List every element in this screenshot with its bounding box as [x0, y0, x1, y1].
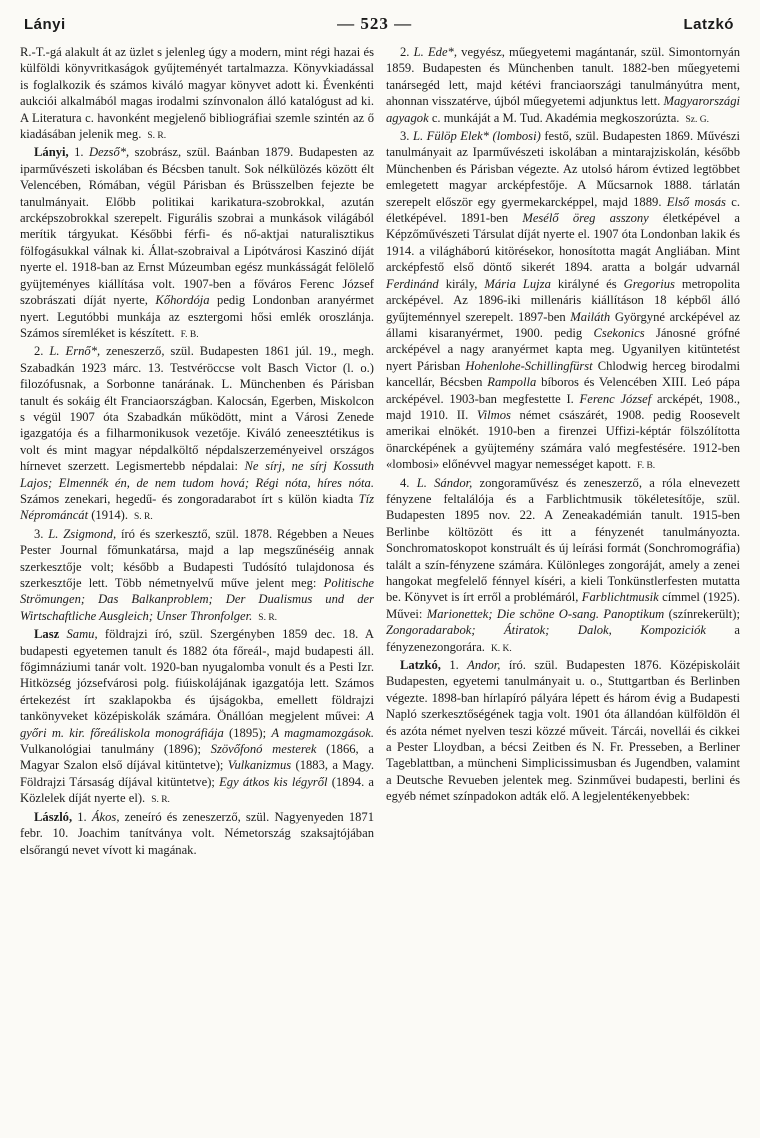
entry-name: L. Sándor,: [416, 475, 473, 490]
entry-name: Dezső*,: [88, 145, 130, 160]
header-last-entry: Latzkó: [683, 16, 734, 33]
entry-lasz-samu: Lasz Samu, földrajzi író, szül. Szergényben 1859 dec. 18. A budapesti egyetemen tanult és 1882 óta főreál-, majd budapesti áll. főgimnáziumi tanár volt. 1920-ban nyugalomba vonult és a Pesti Izr. Hitközség józsefvárosi polg. fiúiskolájának igazgatója lett. Számos értekezést írt szaklapokba és újságokba, emellett földrajzi tankönyveket középiskolák számára. Önállóan megjelent művei: A győri m. kir. főreáliskola monográfiája (1895); A magmamozgások. Vulkanológiai tanulmány (1896); Szövőfonó mesterek (1866, a Magyar Szalon első díjával kitüntetve); Vulkanizmus (1883, a Magy. Földrajzi Társaság díjával kitüntetve); Egy átkos kis légyről (1894. a Közlelek díját nyerte el). S. R.: [20, 627, 375, 806]
author-signature: K. K.: [490, 643, 512, 654]
entry-headword: László,: [34, 809, 73, 824]
entry-laszlo-ede: 2. L. Ede*, vegyész, műegyetemi magántanár, szül. Simontornyán 1859. Budapesten és Münchenben tanult. 1882-ben műegyetemi tanársegéd lett, majd kétévi franciaországi tanulmányútra ment, ahonnan visszatérve, újból műegyetemi adjunktus lett. Magyarországi agyagok c. munkáját a M. Tud. Akadémia megkoszorúzta. Sz. G.: [386, 45, 740, 125]
entry-name: L. Ernő*,: [49, 344, 101, 359]
entry-name: L. Fülöp Elek* (lombosi): [412, 129, 541, 144]
entry-headword: Lasz: [34, 627, 60, 642]
entry-headword: Latzkó,: [400, 658, 441, 673]
author-signature: F. B.: [180, 329, 199, 340]
entry-name: L. Zsigmond,: [48, 526, 117, 541]
right-column: [386, 44, 740, 858]
entry-lanyi-zsigmond: 3. L. Zsigmond, író és szerkesztő, szül. 1878. Régebben a Neues Pester Journal főmunkatársa, majd a lap megszűnéséig annak szerkesztője volt; később a Budapesti Tudósító tulajdonosa és szerkesztője lett. Több németnyelvű műve jelent meg: Politische Strömungen; Das Balkanproblem; Der Dualismus und der Wirtschaftliche Ausgleich; Unser Thronfolger. S. R.: [20, 526, 375, 623]
entry-continuation: R.-T.-gá alakult át az üzlet s jelenleg úgy a modern, mint régi hazai és külföldi könyvritkaságok gyűjteményét tartalmazza. Könyvkiadással is foglalkozik és számos kiváló magyar könyvet adott ki. Évenkénti aukciói alkalmából magas irodalmi színvonalon álló katalógust ad ki. A Literatura c. havonként megjelenő bibliográfiai szemle szintén az ő kiadásában jelenik meg. S. R.: [20, 45, 374, 142]
entry-laszlo-sandor: 4. L. Sándor, zongoraművész és zeneszerző, a róla elnevezett fényzene feltalálója és a Farblichtmusik tökéletesítője, szül. Budapesten 1895 nov. 22. A Zeneakadémián tanult. 1915-ben Berlinbe költözött és itt a fényzenét tanulmányozta. Sonchromatoskopot konstruált és új leírási formát (Sonchromográfia) talált a szín-fényzene számára. Különleges zongoráját, amely a zenei hangokat megfelelő fénnyel kíséri, a kieli Tonkünstlerfesten mutatta be. Könyvet is írt erről a problémáról, Farblichtmusik címmel (1925). Művei: Marionettek; Die schöne O-sang. Panoptikum (színrekerült); Zongoradarabok; Átiratok; Dalok, Kompoziciók a fényzenezongorára. K. K.: [386, 475, 740, 654]
author-signature: F. B.: [637, 461, 656, 472]
entry-name: L. Ede*,: [413, 45, 457, 59]
author-signature: S. R.: [258, 612, 278, 623]
entry-name: Samu,: [59, 627, 98, 642]
author-signature: S. R.: [151, 795, 170, 806]
author-signature: Sz. G.: [685, 114, 709, 125]
entry-laszlo-fulop: 3. L. Fülöp Elek* (lombosi) festő, szül. Budapesten 1869. Művészi tanulmányait az Iparművészeti iskolában a mintarajziskolán, később Münchenben és Párisban végezte. Az utolsó három évtized legtöbbet emlegetett magyar arcképfestője. A Műcsarnok 1888. tárlatán szerepelt először egy gyermekarcképpel, majd 1889. Első mosás c. életképével. 1891-ben Mesélő öreg asszony életképével a Képzőművészeti Társulat díját nyerte el. 1907 óta Londonban lakik és 1914. a világháború kitörésekor, honosította magát Angliában. Mint arcképfestő első döntő sikerét 1894. aratta a bolgár udvarnál Ferdinánd király, Mária Lujza királyné és Gregorius metropolita arcképével. Az 1896-iki millenáris kiállításon 18 képből álló gyűjteménnyel szerepelt. 1897-ben Mailáth Györgyné arcképével az állami kisaranyérmet, 1900. pedig Csekonics Jánosné grófné arcképével a nagy aranyérmet kapta meg. Ugyanilyen kitüntetést nyert Párisban Hohenlohe-Schillingfürst Chlodwig herceg birodalmi kancellár, Bécsben Rampolla bíboros és Velencében XIII. Leó pápa arcképével. 1903-ban megfestette I. Ferenc József arcképét, 1908., majd 1910. II. Vilmos német császárét, 1908. pedig Roosevelt amerikai elnökét. 1910-ben a firenzei Uffizi-képtár fölszólította önarcképének a gyüjtemény számára való megfestésére. 1912-ben «lombosi» előnévvel magyar nemességet kapott. F. B.: [386, 129, 741, 472]
left-column: [20, 44, 374, 858]
entry-headword: Lányi,: [34, 145, 69, 160]
entry-latzko-andor: Latzkó, 1. Andor, író. szül. Budapesten 1876. Középiskoláit Budapesten, egyetemi tanulmányait u. o., Stuttgartban és Berlinben végezte. 1898-ban hírlapíró pályára lépett és három évig a Budapesti Napló szerkesztőségének tagja volt. 1901 óta állandóan külföldön él és azóta német nyelven teszi közzé műveit. Tárcái, novellái és cikkei a Pester Lloydban, a bécsi Zeitben és N. Fr. Presseben, a Berliner Tageblattban, a müncheni Simplicissimusban és Jugendben, valamint a Deutsche Revueben jelentek meg. Szinművei budapesti, berlini és egyéb német színpadokon adták elő. A legjelentékenyebbek:: [386, 658, 740, 804]
author-signature: S. R.: [147, 131, 167, 142]
running-header: [20, 14, 740, 38]
author-signature: S. R.: [133, 512, 153, 523]
entry-lanyi-erno: 2. L. Ernő*, zeneszerző, szül. Budapesten 1861 júl. 19., megh. Szabadkán 1923 márc. 13. Testvéröccse volt Basch Victor (l. o.) filozófusnak, a Sorbonne tanárának. L. Münchenben és Párisban tanult és sokáig élt Franciaországban. Kalocsán, Egerben, Miskolcon s végül 1907 óta Szabadkán működött, mint a Városi Zenede igazgatója és a filharmonikusok vezetője. Kiváló zeneesztétikus is volt és mint magyar népdalköltő népdalszerzeményeivel országos hírnevet szerzett. Legismertebb népdalai: Ne sírj, ne sírj Kossuth Lajos; Elmennék én, de nem tudom hová; Régi nóta, híres nóta. Számos zenekari, hegedű- és zongoradarabot írt s külön kiadta Tíz Néprománcát (1914). S. R.: [20, 344, 375, 523]
entry-name: Ákos,: [91, 809, 120, 824]
entry-name: Andor,: [467, 658, 501, 673]
page-number: — 523 —: [337, 14, 413, 33]
two-column-body: [20, 44, 740, 858]
entry-lanyi-dezso: Lányi, 1. Dezső*, szobrász, szül. Baánban 1879. Budapesten az iparművészeti iskolában és Bécsben tanult. Sok nélkülözés között élt Velencében, Rómában, végül Párisban és Brüsszelben fejezte be tanulmányait. Előbb politikai karikatura-szobrokkal, azután arcképszobrokkal szerepelt. Figurális szobrai a munkások világából merítik tárgyukat. Későbbi férfi- és nő-aktjai naturalisztikus fölfogásukkal válnak ki. Állat-szobraival a Lipótvárosi Kaszinó díját nyerte el. 1918-ban az Ernst Múzeumban egész munkásságát felölelő gyüjteményes kiállítása volt. 1907-ben a főváros Ferenc József szobrászati díját nyerte, Kőhordója pedig Londonban aranyérmet nyert. Legutóbbi munkája az esztergomi hősi emlék oroszlánja. Számos síremléket is készített. F. B.: [20, 145, 374, 340]
header-first-entry: Lányi: [24, 16, 66, 33]
entry-laszlo-akos: László, 1. Ákos, zeneíró és zeneszerző, szül. Nagyenyeden 1871 febr. 10. Joachim tanítványa volt. Németország szaksajtójában elsőrangú nevet vívott ki magának.: [20, 809, 375, 857]
